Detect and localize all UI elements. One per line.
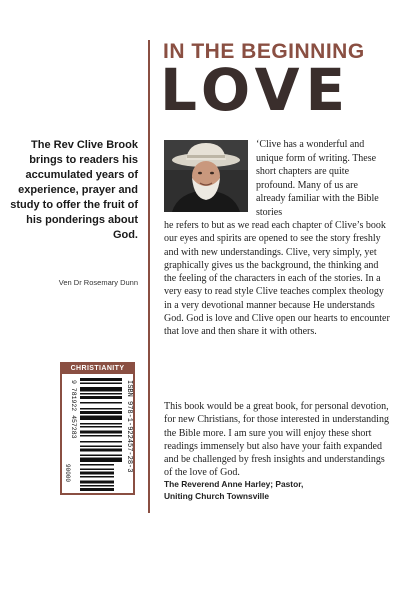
review-text-main: he refers to but as we read each chapter of Clive’s book our eyes and spirits are opened to see the story freshly and with new understandings. Clive, very simply, yet graphically gives us the background, the thinking and the feeling of the characters in each of the stories. In a very easy to read style Clive teaches complex theology in a very devotional manner because He understands God. God is love and Clive open our hearts to encounter that love and then share it with others. [164, 220, 390, 338]
barcode-bar [80, 435, 122, 437]
barcode-bar [80, 387, 122, 392]
left-blurb-attribution: Ven Dr Rosemary Dunn [58, 278, 138, 287]
barcode-bars [80, 378, 122, 491]
review-text-top: ‘Clive has a wonderful and unique form of writing. These short chapters are quite profound. Many of us are already familiar with the Bible stories [256, 139, 379, 218]
barcode-bar [80, 431, 122, 434]
title-line-2: LOVE [160, 56, 352, 124]
barcode-addon-bar [80, 481, 114, 484]
barcode-addon-bar [80, 488, 114, 491]
review-attribution [164, 478, 390, 502]
barcode-addon-bar [80, 472, 114, 475]
review-text-second: This book would be a great book, for personal devotion, for new Christians, for those interested in understanding the Bible more. I am sure you will enjoy these short readings immensely but also have your faith expanded and be challenged by fresh insights and understandings of the love of God. [164, 401, 389, 479]
barcode-bar [80, 396, 122, 399]
barcode-digits: 9 781922 457283 [70, 380, 77, 439]
left-blurb: The Rev Clive Brook brings to readers his accumulated years of experience, prayer and study to offer the fruit of his ponderings about God. [10, 139, 138, 241]
barcode-bar [80, 402, 122, 404]
vertical-divider [148, 40, 150, 513]
price-code: 90000 [64, 464, 71, 483]
barcode-bar [80, 455, 122, 457]
category-label: CHRISTIANITY [62, 364, 133, 374]
review-attribution-line-2: Uniting Church Townsville [164, 491, 269, 501]
barcode-bar [80, 411, 122, 414]
barcode-bar [80, 449, 122, 452]
barcode-bar [80, 446, 122, 448]
isbn-text: ISBN 978-1-922457-28-3 [125, 380, 133, 473]
barcode-bar [80, 441, 122, 443]
author-photo [164, 140, 248, 212]
barcode-addon-bar [80, 464, 114, 466]
barcode-addon-bar [80, 476, 114, 478]
barcode-bar [80, 423, 122, 425]
barcode-bar [80, 383, 122, 385]
barcode-bar [80, 378, 122, 381]
barcode-addon-bar [80, 485, 114, 487]
barcode-bar [80, 426, 122, 428]
review-attribution-line-1: The Reverend Anne Harley; Pastor, [164, 479, 304, 489]
author-portrait-icon [164, 140, 248, 212]
barcode-bar [80, 408, 122, 410]
barcode-panel [60, 362, 135, 495]
title-line-1: IN THE BEGINNING [163, 40, 365, 63]
barcode-addon-bar [80, 469, 114, 471]
barcode-graphic [64, 376, 135, 491]
barcode-bar [80, 458, 122, 463]
barcode-bar [80, 416, 122, 421]
barcode-bar [80, 393, 122, 395]
